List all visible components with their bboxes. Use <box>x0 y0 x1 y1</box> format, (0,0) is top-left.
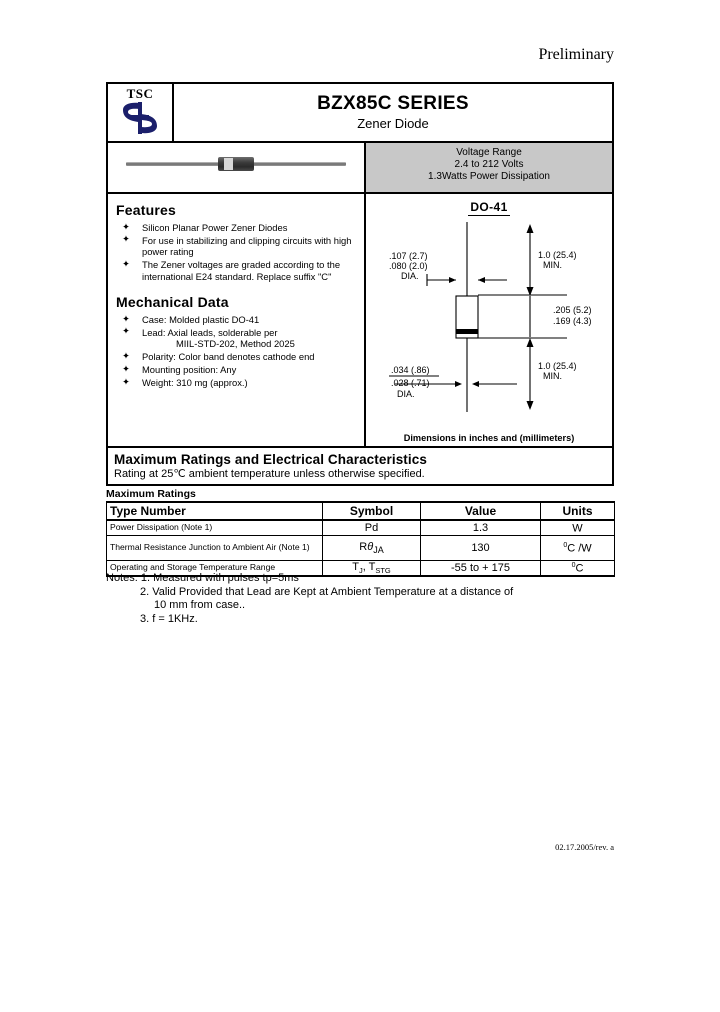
row-symbol: $R\theta_{JA}$ <box>323 536 421 561</box>
row-symbol: $T_J$, $T_{STG}$ <box>323 561 421 577</box>
feature-text: The Zener voltages are graded according to the international E24 standard. Replace suffix "C" <box>142 259 341 282</box>
title-row <box>108 84 612 143</box>
row-units: W <box>541 520 615 536</box>
page-title: BZX85C SERIES <box>317 93 469 114</box>
row-units: $^0$C /W <box>541 536 615 561</box>
notes-block <box>106 572 606 626</box>
tsc-logo-icon <box>117 101 163 135</box>
cathode-band <box>224 158 233 170</box>
diamond-bullet-icon: ✦ <box>122 221 130 233</box>
mechanical-heading: Mechanical Data <box>116 294 229 311</box>
diamond-bullet-icon: ✦ <box>122 326 130 338</box>
row-name: Operating and Storage Temperature Range <box>107 561 323 577</box>
diamond-bullet-icon: ✦ <box>122 313 130 325</box>
package-drawing-cell <box>366 194 612 446</box>
dim-lead-bot-note: MIN. <box>543 371 562 381</box>
col-units: Units <box>541 502 615 520</box>
table-header-row <box>107 502 615 520</box>
feature-text: For use in stabilizing and clipping circuits with high power rating <box>142 234 352 258</box>
mechanical-text: Case: Molded plastic DO-41 <box>142 314 260 326</box>
dimensions-caption: Dimensions in inches and (millimeters) <box>403 433 575 443</box>
diode-body <box>218 157 254 171</box>
package-drawing-title: DO-41 <box>470 200 508 214</box>
mechanical-text: Polarity: Color band denotes cathode end <box>142 351 315 363</box>
row-value: 130 <box>421 536 541 561</box>
note-line-3: 3. f = 1KHz. <box>140 612 198 625</box>
ratings-table-wrap <box>106 488 614 577</box>
diamond-bullet-icon: ✦ <box>122 363 130 375</box>
list-item <box>116 327 358 350</box>
list-item <box>116 259 358 282</box>
dim-body-len-min: .169 (4.3) <box>553 316 592 326</box>
diode-lead-left <box>126 162 221 166</box>
mechanical-text: Weight: 310 mg (approx.) <box>142 377 248 389</box>
mechanical-text: Mounting position: Any <box>142 364 237 376</box>
page-subtitle: Zener Diode <box>357 116 429 131</box>
list-item <box>116 351 358 362</box>
datasheet-frame <box>106 82 614 486</box>
list-item <box>116 377 358 388</box>
list-item <box>116 222 358 233</box>
ratings-table-caption: Maximum Ratings <box>106 488 196 500</box>
dim-body-len-max: .205 (5.2) <box>553 305 592 315</box>
do41-dimension-drawing <box>366 216 612 426</box>
footer-revision: 02.17.2005/rev. a <box>555 842 614 852</box>
dim-lead-dia-max: .034 (.86) <box>391 365 430 375</box>
features-heading: Features <box>116 202 176 218</box>
ratings-heading: Maximum Ratings and Electrical Characteristics <box>114 452 427 467</box>
voltage-range-box <box>366 143 612 192</box>
diode-photo-icon <box>126 157 346 171</box>
list-item <box>116 235 358 258</box>
dim-lead-top-len: 1.0 (25.4) <box>538 250 577 260</box>
row-value: 1.3 <box>421 520 541 536</box>
note-line-1: Notes: 1. Measured with pulses tp=5ms <box>106 572 299 584</box>
mechanical-list <box>116 314 358 388</box>
row-symbol: Pd <box>323 520 421 536</box>
row-name: Thermal Resistance Junction to Ambient Air (Note 1) <box>107 536 323 561</box>
dim-body-dia-max: .107 (2.7) <box>389 251 428 261</box>
table-row <box>107 536 615 561</box>
dim-body-dia-note: DIA. <box>401 271 419 281</box>
mechanical-text-cont: MIIL-STD-202, Method 2025 <box>176 338 295 350</box>
voltage-range-line2: 2.4 to 212 Volts <box>454 158 524 170</box>
photo-voltage-row <box>108 143 612 194</box>
diamond-bullet-icon: ✦ <box>122 258 130 270</box>
maximum-ratings-table <box>106 501 615 577</box>
row-units: $^0$C <box>541 561 615 577</box>
list-item <box>116 314 358 325</box>
ratings-subheading: Rating at 25℃ ambient temperature unless otherwise specified. <box>114 468 425 480</box>
note-line-2-cont: 10 mm from case.. <box>154 599 246 611</box>
col-value: Value <box>421 502 541 520</box>
dim-lead-dia-note: DIA. <box>397 389 415 399</box>
diamond-bullet-icon: ✦ <box>122 350 130 362</box>
dim-body-dia-min: .080 (2.0) <box>389 261 428 271</box>
preliminary-label: Preliminary <box>538 46 614 63</box>
dim-lead-top-note: MIN. <box>543 260 562 270</box>
voltage-range-line3: 1.3Watts Power Dissipation <box>428 170 550 182</box>
logo-cell <box>108 84 174 141</box>
row-name: Power Dissipation (Note 1) <box>107 520 323 536</box>
title-cell <box>174 84 612 141</box>
note-line-2: 2. Valid Provided that Lead are Kept at Ambient Temperature at a distance of <box>140 585 514 598</box>
features-drawing-row <box>108 194 612 448</box>
diode-lead-right <box>251 162 346 166</box>
features-cell <box>108 194 366 446</box>
ratings-heading-block <box>108 448 612 484</box>
col-symbol: Symbol <box>323 502 421 520</box>
dim-lead-bot-len: 1.0 (25.4) <box>538 361 577 371</box>
diode-photo-cell <box>108 143 366 192</box>
list-item <box>116 364 358 375</box>
diamond-bullet-icon: ✦ <box>122 376 130 388</box>
col-type-number: Type Number <box>107 502 323 520</box>
dim-lead-dia-min: .028 (.71) <box>391 378 430 388</box>
features-list <box>116 222 358 282</box>
mechanical-text: Lead: Axial leads, solderable per <box>142 326 278 338</box>
feature-text: Silicon Planar Power Zener Diodes <box>142 222 288 233</box>
tsc-wordmark: TSC <box>126 86 154 101</box>
voltage-range-line1: Voltage Range <box>456 146 522 158</box>
table-row <box>107 520 615 536</box>
row-value: -55 to + 175 <box>421 561 541 577</box>
diamond-bullet-icon: ✦ <box>122 234 130 246</box>
